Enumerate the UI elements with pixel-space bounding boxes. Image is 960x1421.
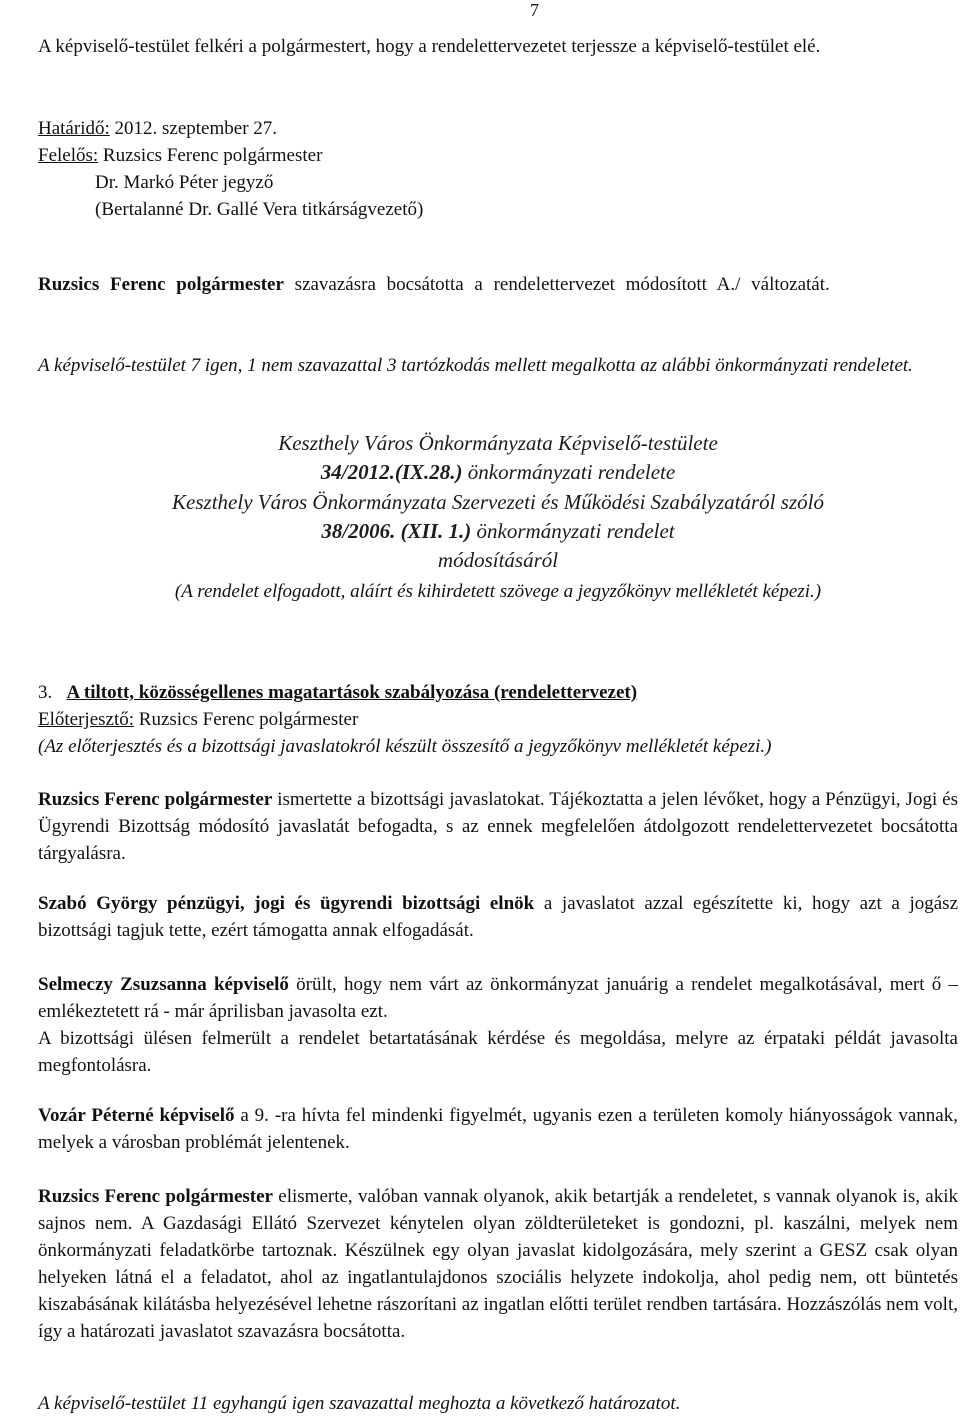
- deadline-label: Határidő:: [38, 118, 110, 139]
- agenda-item-3-title: [38, 679, 958, 706]
- decree-note: (A rendelet elfogadott, aláírt és kihirdetett szövege a jegyzőkönyv mellékletét képezi.): [174, 581, 822, 602]
- paragraph-text: ismertette a bizottsági javaslatokat. Tájékoztatta a jelen lévőket, hogy a Pénzügyi, Jogi és Ügyrendi Bizottság módosító javaslatát befogadta, s az ennek megfelelően átdolgozott rendelettervezetet bocsátotta tárgyalásra.: [38, 789, 958, 864]
- decree-title-line-2-rest: önkormányzati rendelete: [462, 460, 676, 484]
- paragraph-text: a 9. -ra hívta fel mindenki figyelmét, ugyanis ezen a területen komoly hiányosságok vannak, melyek a városban problémát jelentenek.: [38, 1105, 958, 1153]
- presenter-line: [38, 706, 958, 733]
- decree-title-line-4-rest: önkormányzati rendelet: [471, 519, 675, 543]
- agenda-item-number: 3.: [38, 682, 53, 703]
- deadline-line: [38, 115, 958, 142]
- vote-submit-paragraph: [38, 271, 958, 298]
- responsible-value: Ruzsics Ferenc polgármester: [98, 145, 323, 166]
- speaker-name: Ruzsics Ferenc polgármester: [38, 1186, 273, 1207]
- paragraph-text: A bizottsági ülésen felmerült a rendelet betartatásának kérdése és megoldása, melyre az érpataki példát javasolta megfontolásra.: [38, 1028, 958, 1076]
- vote-submit-text: szavazásra bocsátotta a rendelettervezet módosított A./ változatát.: [283, 274, 830, 295]
- agenda-item-title: A tiltott, közösségellenes magatartások szabályozása (rendelettervezet): [66, 682, 638, 703]
- page-number: 7: [530, 0, 539, 20]
- decree-number: 34/2012.(IX.28.): [320, 460, 463, 484]
- paragraph-text: örült, hogy nem várt az önkormányzat januárig a rendelet megalkotásával, mert ő – emlékeztetett rá - már áprilisban javasolta ezt.: [38, 974, 959, 1022]
- paragraph-2: [38, 890, 958, 944]
- decree-title-line-3: Keszthely Város Önkormányzata Szervezeti és Működési Szabályzatáról szóló: [172, 490, 824, 514]
- presenter-name: Ruzsics Ferenc polgármester: [134, 709, 359, 730]
- paragraph-1: [38, 786, 958, 867]
- responsible-label: Felelős:: [38, 145, 99, 166]
- decree-title-line-1: Keszthely Város Önkormányzata Képviselő-testülete: [278, 431, 718, 455]
- presenter-label: Előterjesztő:: [38, 709, 135, 730]
- paragraph-4: [38, 1025, 958, 1079]
- decree-title-line-5: módosításáról: [437, 548, 559, 572]
- speaker-name: Vozár Péterné képviselő: [38, 1105, 235, 1126]
- intro-paragraph: A képviselő-testület felkéri a polgármestert, hogy a rendelettervezetet terjessze a képviselő-testület elé.: [38, 36, 821, 57]
- paragraph-5: [38, 1102, 958, 1156]
- decree-title-line-4: [38, 518, 958, 545]
- item-3-note: (Az előterjesztés és a bizottsági javaslatokról készült összesítő a jegyzőkönyv mellékletét képezi.): [38, 736, 772, 757]
- responsible-line-2: Dr. Markó Péter jegyző: [95, 172, 274, 193]
- paragraph-6: [38, 1183, 958, 1345]
- final-resolution-intro: A képviselő-testület 11 egyhangú igen szavazattal meghozta a következő határozatot.: [38, 1393, 681, 1414]
- deadline-value: 2012. szeptember 27.: [109, 118, 278, 139]
- paragraph-text: a javaslatot azzal egészítette ki, hogy azt a jogász bizottsági tagjuk tette, ezért támogatta annak elfogadását.: [38, 893, 959, 941]
- paragraph-3: [38, 971, 958, 1025]
- vote-result-paragraph: A képviselő-testület 7 igen, 1 nem szavazattal 3 tartózkodás mellett megalkotta az alábbi önkormányzati rendeletet.: [38, 355, 913, 376]
- responsible-line-3: (Bertalanné Dr. Gallé Vera titkárságvezető): [95, 199, 424, 220]
- speaker-name: Szabó György pénzügyi, jogi és ügyrendi bizottsági elnök: [38, 893, 535, 914]
- decree-title-line-2: [38, 459, 958, 486]
- responsible-line: [38, 142, 958, 169]
- speaker-name: Selmeczy Zsuzsanna képviselő: [38, 974, 289, 995]
- amended-decree-number: 38/2006. (XII. 1.): [321, 519, 472, 543]
- speaker-name: Ruzsics Ferenc polgármester: [38, 274, 284, 295]
- paragraph-text: elismerte, valóban vannak olyanok, akik betartják a rendeletet, s vannak olyanok is, akik sajnos nem. A Gazdasági Ellátó Szervezet kénytelen olyan zöldterületeket is gondozni, pl. kaszálni, melyek nem önkormányzati feladatkörbe tartoznak. Készülnek egy olyan javaslat kidolgozására, mely szerint a GESZ csak olyan helyeken látná el a feladatot, ahol az ingatlantulajdonos szociális helyzete indokolja, ahol pedig nem, ott büntetés kiszabásának kilátásba helyezésével lehetne rászorítani az ingatlan előtti terület rendben tartására. Hozzászólás nem volt, így a határozati javaslatot szavazásra bocsátotta.: [38, 1186, 958, 1342]
- speaker-name: Ruzsics Ferenc polgármester: [38, 789, 273, 810]
